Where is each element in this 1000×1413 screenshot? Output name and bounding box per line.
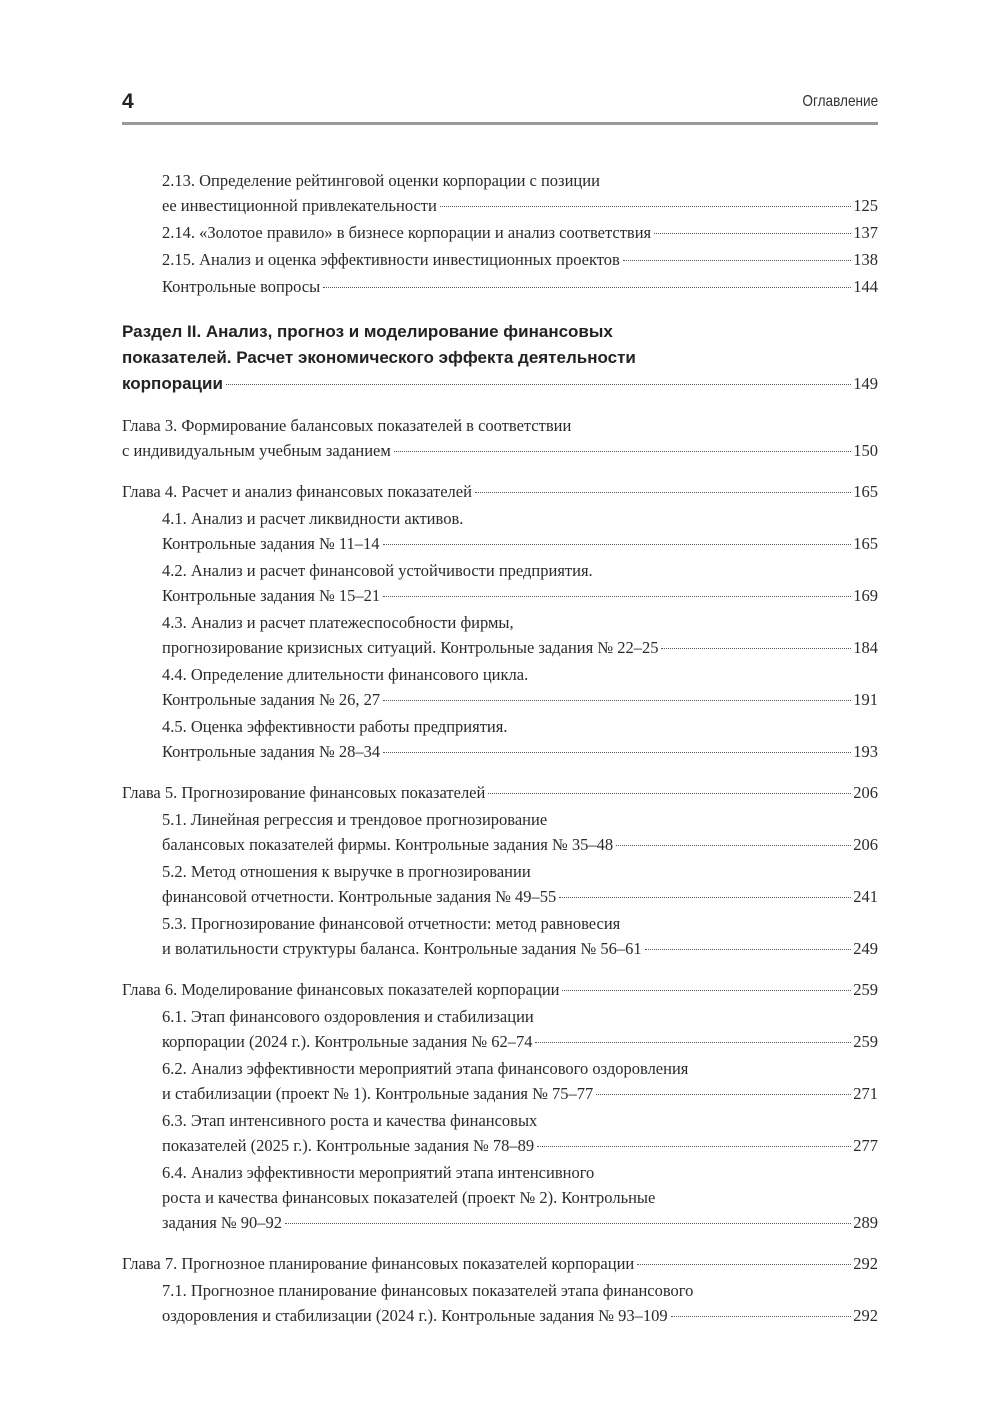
toc-entry-line bbox=[162, 1081, 878, 1106]
toc-entry-line bbox=[122, 371, 878, 397]
dot-leader bbox=[285, 1223, 851, 1224]
toc-entry-line bbox=[162, 168, 878, 193]
toc-entry-sub[interactable] bbox=[122, 610, 878, 660]
dot-leader bbox=[383, 596, 851, 597]
toc-entry-line bbox=[162, 610, 878, 635]
toc-entry-title: роста и качества финансовых показателей (проект № 2). Контрольные bbox=[162, 1188, 656, 1207]
dot-leader bbox=[654, 233, 851, 234]
toc-entry-sub[interactable] bbox=[122, 274, 878, 299]
toc-entry-line bbox=[162, 506, 878, 531]
toc-entry-sub[interactable] bbox=[122, 1278, 878, 1328]
toc-entry-section[interactable] bbox=[122, 319, 878, 397]
toc-entry-line bbox=[162, 936, 878, 961]
toc-entry-title: корпорации bbox=[122, 374, 223, 393]
toc-entry-line bbox=[162, 714, 878, 739]
toc-entry-sub[interactable] bbox=[122, 220, 878, 245]
toc-entry-chapter[interactable] bbox=[122, 780, 878, 805]
toc-entry-title: Глава 4. Расчет и анализ финансовых показателей bbox=[122, 482, 472, 501]
toc-entry-title: 5.1. Линейная регрессия и трендовое прогнозирование bbox=[162, 810, 548, 829]
toc-entry-line bbox=[162, 1160, 878, 1185]
toc-page-number: 144 bbox=[853, 277, 878, 296]
toc-entry-line bbox=[122, 319, 878, 345]
toc-page-number: 259 bbox=[853, 1032, 878, 1051]
toc-entry-line bbox=[162, 274, 878, 299]
toc-entry-line bbox=[162, 687, 878, 712]
toc-entry-title: Раздел II. Анализ, прогноз и моделирование финансовых bbox=[122, 322, 613, 341]
dot-leader bbox=[383, 700, 851, 701]
dot-leader bbox=[596, 1094, 851, 1095]
toc-entry-sub[interactable] bbox=[122, 1160, 878, 1235]
dot-leader bbox=[623, 260, 851, 261]
toc-entry-line bbox=[162, 247, 878, 272]
toc-entry-line bbox=[162, 884, 878, 909]
running-title: Оглавление bbox=[802, 93, 878, 110]
toc-entry-title: 2.13. Определение рейтинговой оценки корпорации с позиции bbox=[162, 171, 600, 190]
dot-leader bbox=[488, 793, 851, 794]
toc-entry-sub[interactable] bbox=[122, 1056, 878, 1106]
toc-entry-title: 6.2. Анализ эффективности мероприятий этапа финансового оздоровления bbox=[162, 1059, 689, 1078]
toc-entry-title: прогнозирование кризисных ситуаций. Контрольные задания № 22–25 bbox=[162, 638, 659, 657]
dot-leader bbox=[616, 845, 851, 846]
toc-page-number: 259 bbox=[853, 980, 878, 999]
toc-entry-line bbox=[122, 413, 878, 438]
toc-entry-line bbox=[162, 635, 878, 660]
toc-entry-line bbox=[162, 1185, 878, 1210]
toc-entry-line bbox=[162, 1133, 878, 1158]
toc-entry-line bbox=[162, 859, 878, 884]
toc-entry-title: ее инвестиционной привлекательности bbox=[162, 196, 437, 215]
toc-entry-line bbox=[162, 1210, 878, 1235]
toc-entry-line bbox=[162, 662, 878, 687]
dot-leader bbox=[394, 451, 851, 452]
toc-entry-title: 5.2. Метод отношения к выручке в прогнозировании bbox=[162, 862, 531, 881]
toc-entry-title: Глава 5. Прогнозирование финансовых показателей bbox=[122, 783, 486, 802]
toc-entry-sub[interactable] bbox=[122, 714, 878, 764]
toc-entry-title: 4.4. Определение длительности финансового цикла. bbox=[162, 665, 529, 684]
dot-leader bbox=[226, 384, 851, 385]
toc-entry-title: 2.14. «Золотое правило» в бизнесе корпорации и анализ соответствия bbox=[162, 223, 652, 242]
toc-page-number: 165 bbox=[853, 534, 878, 553]
toc-entry-title: 6.3. Этап интенсивного роста и качества финансовых bbox=[162, 1111, 538, 1130]
toc-entry-title: Контрольные задания № 28–34 bbox=[162, 742, 381, 761]
dot-leader bbox=[559, 897, 851, 898]
toc-entry-title: Контрольные вопросы bbox=[162, 277, 321, 296]
toc-entry-sub[interactable] bbox=[122, 807, 878, 857]
toc-entry-line bbox=[162, 1056, 878, 1081]
toc-page-number: 138 bbox=[853, 250, 878, 269]
toc-entry-title: 5.3. Прогнозирование финансовой отчетности: метод равновесия bbox=[162, 914, 621, 933]
toc-entry-title: 2.15. Анализ и оценка эффективности инвестиционных проектов bbox=[162, 250, 620, 269]
toc-page-number: 249 bbox=[853, 939, 878, 958]
dot-leader bbox=[537, 1146, 851, 1147]
toc-entry-line bbox=[122, 438, 878, 463]
toc-page-number: 206 bbox=[853, 783, 878, 802]
toc-entry-line bbox=[162, 583, 878, 608]
toc-entry-sub[interactable] bbox=[122, 247, 878, 272]
toc-entry-line bbox=[122, 780, 878, 805]
toc-entry-title: финансовой отчетности. Контрольные задания № 49–55 bbox=[162, 887, 557, 906]
toc-page-number: 125 bbox=[853, 196, 878, 215]
dot-leader bbox=[637, 1264, 851, 1265]
toc-entry-line bbox=[122, 977, 878, 1002]
dot-leader bbox=[671, 1316, 852, 1317]
dot-leader bbox=[475, 492, 851, 493]
toc-entry-line bbox=[122, 479, 878, 504]
toc-entry-line bbox=[162, 531, 878, 556]
page-number: 4 bbox=[122, 90, 134, 113]
toc-page-number: 169 bbox=[853, 586, 878, 605]
toc-entry-sub[interactable] bbox=[122, 558, 878, 608]
toc-entry-title: 4.2. Анализ и расчет финансовой устойчивости предприятия. bbox=[162, 561, 593, 580]
toc-entry-line bbox=[162, 220, 878, 245]
toc-page-number: 165 bbox=[853, 482, 878, 501]
toc-entry-title: Контрольные задания № 15–21 bbox=[162, 586, 381, 605]
toc-page-number: 277 bbox=[853, 1136, 878, 1155]
toc-entry-title: 4.3. Анализ и расчет платежеспособности фирмы, bbox=[162, 613, 514, 632]
toc-page-number: 150 bbox=[853, 441, 878, 460]
toc-entry-title: Глава 7. Прогнозное планирование финансовых показателей корпорации bbox=[122, 1254, 635, 1273]
dot-leader bbox=[383, 752, 851, 753]
table-of-contents bbox=[122, 166, 878, 1328]
toc-page-number: 184 bbox=[853, 638, 878, 657]
toc-entry-sub[interactable] bbox=[122, 1108, 878, 1158]
toc-entry-title: 4.5. Оценка эффективности работы предприятия. bbox=[162, 717, 508, 736]
dot-leader bbox=[661, 648, 851, 649]
toc-entry-title: 6.4. Анализ эффективности мероприятий этапа интенсивного bbox=[162, 1163, 595, 1182]
toc-entry-sub[interactable] bbox=[122, 168, 878, 218]
toc-entry-title: задания № 90–92 bbox=[162, 1213, 283, 1232]
toc-entry-title: Глава 3. Формирование балансовых показателей в соответствии bbox=[122, 416, 572, 435]
toc-entry-chapter[interactable] bbox=[122, 413, 878, 463]
toc-entry-title: оздоровления и стабилизации (2024 г.). Контрольные задания № 93–109 bbox=[162, 1306, 668, 1325]
toc-entry-sub[interactable] bbox=[122, 859, 878, 909]
page-header bbox=[122, 88, 878, 122]
toc-page-number: 289 bbox=[853, 1213, 878, 1232]
toc-page-number: 137 bbox=[853, 223, 878, 242]
toc-entry-title: Глава 6. Моделирование финансовых показателей корпорации bbox=[122, 980, 560, 999]
toc-entry-line bbox=[122, 345, 878, 371]
dot-leader bbox=[440, 206, 851, 207]
toc-entry-chapter[interactable] bbox=[122, 977, 878, 1002]
toc-entry-title: Контрольные задания № 26, 27 bbox=[162, 690, 381, 709]
toc-page-number: 292 bbox=[853, 1254, 878, 1273]
toc-entry-title: Контрольные задания № 11–14 bbox=[162, 534, 380, 553]
toc-entry-line bbox=[162, 1278, 878, 1303]
toc-entry-chapter[interactable] bbox=[122, 479, 878, 504]
toc-page-number: 241 bbox=[853, 887, 878, 906]
toc-entry-line bbox=[162, 193, 878, 218]
dot-leader bbox=[645, 949, 852, 950]
toc-entry-sub[interactable] bbox=[122, 911, 878, 961]
toc-entry-title: балансовых показателей фирмы. Контрольные задания № 35–48 bbox=[162, 835, 614, 854]
dot-leader bbox=[383, 544, 852, 545]
toc-entry-title: с индивидуальным учебным заданием bbox=[122, 441, 391, 460]
toc-page-number: 271 bbox=[853, 1084, 878, 1103]
header-rule bbox=[122, 122, 878, 125]
toc-entry-line bbox=[162, 739, 878, 764]
toc-entry-line bbox=[162, 1004, 878, 1029]
dot-leader bbox=[535, 1042, 851, 1043]
toc-entry-title: показателей. Расчет экономического эффекта деятельности bbox=[122, 348, 636, 367]
toc-entry-sub[interactable] bbox=[122, 506, 878, 556]
toc-entry-sub[interactable] bbox=[122, 1004, 878, 1054]
toc-page-number: 191 bbox=[853, 690, 878, 709]
toc-page-number: 206 bbox=[853, 835, 878, 854]
toc-entry-line bbox=[162, 1303, 878, 1328]
toc-entry-title: показателей (2025 г.). Контрольные задания № 78–89 bbox=[162, 1136, 535, 1155]
dot-leader bbox=[323, 287, 851, 288]
dot-leader bbox=[562, 990, 851, 991]
toc-entry-title: 6.1. Этап финансового оздоровления и стабилизации bbox=[162, 1007, 534, 1026]
toc-entry-title: корпорации (2024 г.). Контрольные задания № 62–74 bbox=[162, 1032, 533, 1051]
toc-entry-line bbox=[162, 911, 878, 936]
toc-entry-line bbox=[162, 832, 878, 857]
toc-entry-title: и стабилизации (проект № 1). Контрольные задания № 75–77 bbox=[162, 1084, 594, 1103]
toc-page-number: 193 bbox=[853, 742, 878, 761]
toc-entry-title: 7.1. Прогнозное планирование финансовых показателей этапа финансового bbox=[162, 1281, 694, 1300]
toc-entry-title: 4.1. Анализ и расчет ликвидности активов. bbox=[162, 509, 464, 528]
toc-entry-line bbox=[162, 1108, 878, 1133]
toc-entry-line bbox=[122, 1251, 878, 1276]
toc-entry-chapter[interactable] bbox=[122, 1251, 878, 1276]
toc-entry-title: и волатильности структуры баланса. Контрольные задания № 56–61 bbox=[162, 939, 642, 958]
toc-page-number: 149 bbox=[853, 374, 878, 393]
toc-entry-line bbox=[162, 558, 878, 583]
toc-entry-line bbox=[162, 1029, 878, 1054]
toc-entry-sub[interactable] bbox=[122, 662, 878, 712]
toc-page-number: 292 bbox=[853, 1306, 878, 1325]
toc-entry-line bbox=[162, 807, 878, 832]
